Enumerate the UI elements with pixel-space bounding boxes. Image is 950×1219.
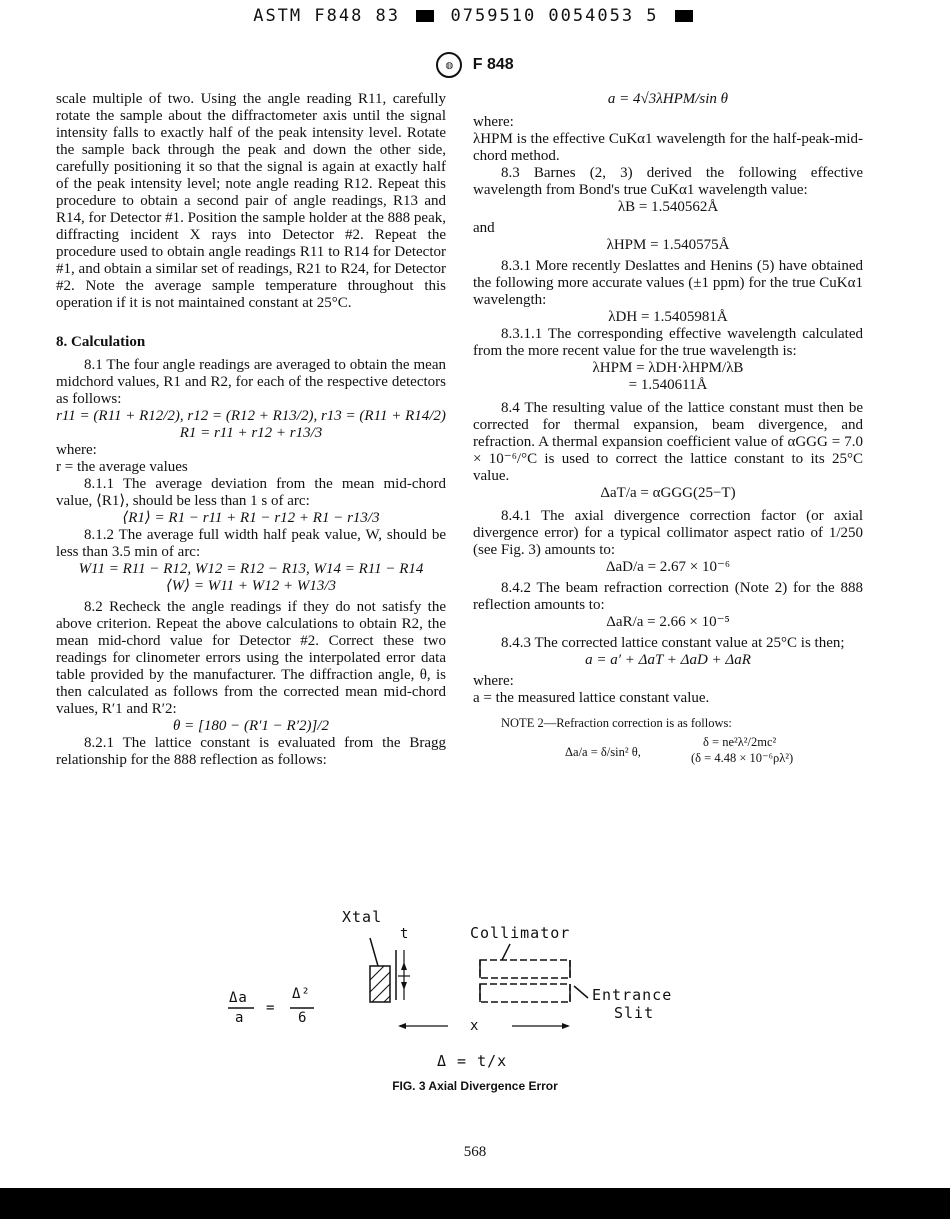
- equation-avg-deviation: ⟨R1⟩ = R1 − r11 + R1 − r12 + R1 − r13/3: [122, 510, 380, 526]
- label-delta-equation: Δ = t/x: [437, 1052, 508, 1070]
- equation-lambda-hpm2-a: λHPM = λDH·λHPM/λB: [592, 360, 744, 376]
- header-black-block-2: [675, 10, 693, 22]
- where-label-1: where:: [56, 442, 97, 458]
- collimator-box: [480, 960, 570, 1002]
- equation-lambda-hpm: λHPM = 1.540575Å: [606, 237, 730, 253]
- equation-lambda-b: λB = 1.540562Å: [617, 199, 719, 215]
- note-eq-bottom: (δ = 4.48 × 10⁻⁶ρλ²): [691, 751, 794, 765]
- paragraph-8-4-2: 8.4.2 The beam refraction correction (Note 2) for the 888 reflection amounts to:: [473, 580, 863, 613]
- astm-logo-icon: ◍: [436, 52, 462, 78]
- section-heading-calculation: 8. Calculation: [56, 334, 146, 350]
- equation-corrected-lattice: a = a′ + ΔaT + ΔaD + ΔaR: [585, 652, 751, 668]
- label-t: t: [400, 926, 410, 942]
- equation-lambda-hpm2-b: = 1.540611Å: [628, 377, 708, 393]
- and-text: and: [473, 220, 495, 236]
- label-slit: Slit: [614, 1004, 655, 1022]
- fraction-right-numerator: Δ²: [292, 986, 311, 1002]
- entrance-slit-pointer: [574, 986, 588, 998]
- equation-theta: θ = [180 − (R′1 − R′2)]/2: [173, 718, 329, 734]
- scan-bottom-border: [0, 1188, 950, 1219]
- distance-x-arrow: [398, 1023, 570, 1029]
- equation-divergence: ΔaD/a = 2.67 × 10⁻⁶: [605, 559, 731, 575]
- paragraph-8-4-1: 8.4.1 The axial divergence correction factor (or axial divergence error) for a typical collimator aspect ratio of 1/250 (see Fig. 3) amounts to:: [473, 508, 863, 558]
- equation-r-values: r11 = (R11 + R12/2), r12 = (R12 + R13/2), r13 = (R11 + R14/2): [56, 408, 446, 424]
- where-definition-r: r = the average values: [56, 459, 188, 475]
- where-definition-a: a = the measured lattice constant value.: [473, 690, 710, 706]
- where-label-3: where:: [473, 673, 514, 689]
- running-header: [0, 6, 950, 26]
- paragraph-8-2-1: 8.2.1 The lattice constant is evaluated from the Bragg relationship for the 888 reflection as follows:: [56, 735, 446, 768]
- paragraph-8-1-1: 8.1.1 The average deviation from the mean mid-chord value, ⟨R1⟩, should be less than 1 s of arc:: [56, 476, 446, 509]
- label-entrance: Entrance: [592, 986, 673, 1004]
- left-column: [56, 91, 446, 769]
- fraction-right-denominator: 6: [298, 1010, 308, 1026]
- paragraph-8-2: 8.2 Recheck the angle readings if they do not satisfy the above criterion. Repeat the above calculations to obtain R2, the mean mid-chord value for Detector #2. Correct these two readings for clinometer errors using the interpolated error data table provided by the manufacturer. The diffraction angle, θ, is then calculated as follows from the corrected mean mid-chord values, R′1 and R′2:: [56, 599, 446, 717]
- right-column: [473, 91, 863, 768]
- note-equation: [473, 734, 863, 768]
- where-label-2: where:: [473, 114, 514, 130]
- label-collimator: Collimator: [470, 924, 571, 942]
- crystal-block: [370, 966, 390, 1002]
- page-number: 568: [463, 1144, 487, 1160]
- designation-text: F 848: [472, 56, 514, 74]
- collimator-pointer: [502, 944, 510, 960]
- figure-3: [0, 900, 950, 1080]
- paragraph-8-3-1: 8.3.1 More recently Deslattes and Henins (5) have obtained the following more accurate values (±1 ppm) for the true CuKα1 wavelength:: [473, 258, 863, 308]
- header-code-left: ASTM F848 83: [253, 6, 401, 26]
- paragraph-8-3-1-1: 8.3.1.1 The corresponding effective wavelength calculated from the more recent value for the true wavelength is:: [473, 326, 863, 359]
- equation-W-avg: ⟨W⟩ = W11 + W12 + W13/3: [165, 578, 337, 594]
- label-xtal: Xtal: [342, 908, 383, 926]
- label-x: x: [470, 1018, 480, 1034]
- fraction-equals: =: [266, 1000, 276, 1016]
- paragraph-8-3: 8.3 Barnes (2, 3) derived the following effective wavelength from Bond's true CuKα1 wavelength value:: [473, 165, 863, 198]
- fraction-left-denominator: a: [235, 1010, 245, 1026]
- fraction-left-numerator: Δa: [229, 990, 248, 1006]
- where-definition-lhpm: λHPM is the effective CuKα1 wavelength for the half-peak-mid-chord method.: [473, 131, 863, 164]
- header-code-mid: 0759510 0054053 5: [450, 6, 659, 26]
- equation-lambda-dh: λDH = 1.5405981Å: [608, 309, 728, 325]
- equation-W-values: W11 = R11 − R12, W12 = R12 − R13, W14 = R11 − R14: [78, 561, 424, 577]
- paragraph-procedure-cont: scale multiple of two. Using the angle reading R11, carefully rotate the sample about the diffractometer axis until the signal intensity falls to exactly half of the peak intensity level. Rotate the sample back through the peak and down the other side, carefully positioning it so that the signal is again at exactly half of the peak intensity level; note angle reading R12. Repeat this procedure to obtain a second pair of angle readings, R13 and R14, for Detector #1. Position the sample holder at the 888 peak, diffracting incident X rays into Detector #2. Repeat the procedure used to obtain angle readings R11 to R14 for Detector #1, and obtain a similar set of readings, R21 to R24, for Detector #2. Note the average sample temperature throughout this operation if it is not maintained constant at 25°C.: [56, 91, 446, 311]
- standard-designation: [0, 52, 950, 78]
- note-eq-top: δ = ne²λ²/2mc²: [703, 735, 777, 749]
- equation-refraction: ΔaR/a = 2.66 × 10⁻⁵: [606, 614, 730, 630]
- paragraph-8-4: 8.4 The resulting value of the lattice constant must then be corrected for thermal expansion, beam divergence, and refraction. A thermal expansion coefficient value of αGGG = 7.0 × 10⁻⁶/°C is used to correct the lattice constant to its 25°C value.: [473, 400, 863, 484]
- equation-bragg: a = 4√3λHPM/sin θ: [607, 91, 729, 107]
- paragraph-8-1-2: 8.1.2 The average full width half peak value, W, should be less than 3.5 min of arc:: [56, 527, 446, 560]
- equation-R1: R1 = r11 + r12 + r13/3: [179, 425, 323, 441]
- paragraph-8-4-3: 8.4.3 The corrected lattice constant value at 25°C is then;: [501, 635, 845, 651]
- note-eq-left: Δa/a = δ/sin² θ,: [565, 745, 641, 759]
- figure-caption: FIG. 3 Axial Divergence Error: [392, 1079, 558, 1093]
- note-2: NOTE 2—Refraction correction is as follows:: [501, 716, 732, 730]
- paragraph-8-1: 8.1 The four angle readings are averaged to obtain the mean midchord values, R1 and R2, for each of the respective detectors as follows:: [56, 357, 446, 407]
- equation-thermal: ΔaT/a = αGGG(25−T): [600, 485, 736, 501]
- header-black-block: [416, 10, 434, 22]
- xtal-pointer-line: [370, 938, 378, 966]
- thickness-marker: [396, 950, 410, 1000]
